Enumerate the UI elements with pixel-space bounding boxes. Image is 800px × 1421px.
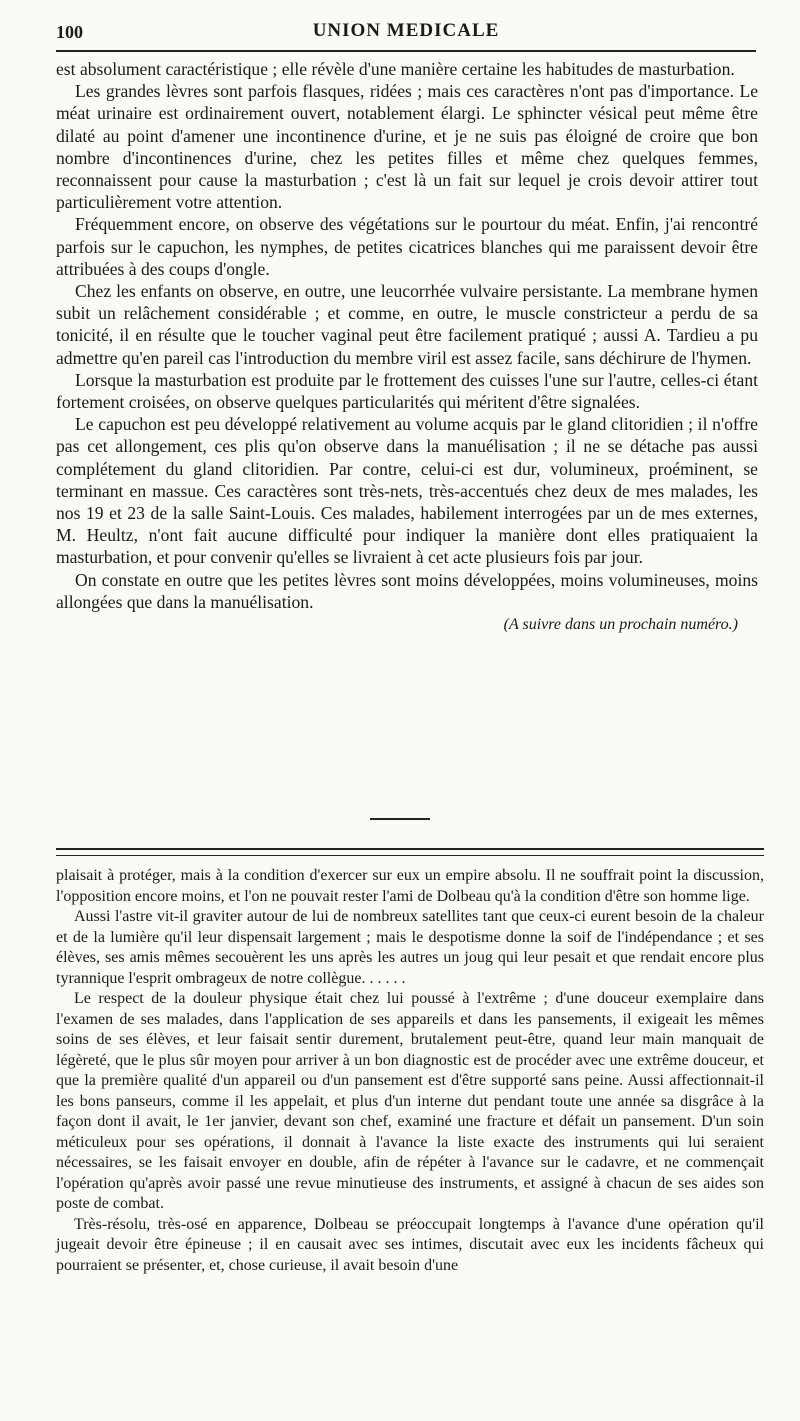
running-title: UNION MEDICALE (312, 20, 500, 41)
article-paragraph: est absolument caractéristique ; elle révèle d'une manière certaine les habitudes de masturbation. (56, 59, 735, 79)
article-paragraph: Lorsque la masturbation est produite par le frottement des cuisses l'une sur l'autre, celles-ci étant fortement croisées, on observe quelques particularités qui méritent d'être signalées. (56, 369, 758, 413)
article-body (56, 58, 758, 636)
feuilleton-paragraph: plaisait à protéger, mais à la condition d'exercer sur eux un empire absolu. Il ne souffrait point la discussion, l'opposition encore moins, et l'on ne pouvait rester l'ami de Dolbeau qu'à la condition d'être son homme lige. (56, 867, 764, 905)
article-end-rule (370, 818, 430, 820)
page-number: 100 (56, 22, 83, 42)
feuilleton-separator (56, 848, 764, 856)
article-paragraph: Le capuchon est peu développé relativement au volume acquis par le gland clitoridien ; il n'offre pas cet allongement, ces plis qu'on observe dans la manuélisation ; il ne se détache pas aussi complétement du gland clitoridien. Par contre, celui-ci est dur, volumineux, proéminent, se terminant en massue. Ces caractères sont très-nets, très-accentués chez deux de mes malades, les nos 19 et 23 de la salle Saint-Louis. Ces malades, habilement interrogées par un de mes externes, M. Heultz, n'ont fait aucune difficulté pour indiquer la manière dont elles pratiquaient la masturbation, et pour convenir qu'elles se livraient à cet acte plusieurs fois par jour. (56, 414, 758, 568)
feuilleton-paragraph: Le respect de la douleur physique était chez lui poussé à l'extrême ; d'une douceur exemplaire dans l'examen de ses malades, dans l'application de ses appareils et dans les pansements, il exigeait les mêmes soins de ses élèves, et leur faisait sentir durement, brutalement peut-être, quand leur main manquait de légèreté, que le plus sûr moyen pour arriver à un bon diagnostic est de procéder avec une extrême douceur, et que la première qualité d'un appareil ou d'un pansement est d'être supporté sans peine. Aussi affectionnait-il les bons panseurs, comme il les appelait, et plus d'un interne dut pendant toute une année sa disgrâce à la façon dont il avait, le 1er janvier, devant son chef, examiné une fracture et défait un pansement. D'un soin méticuleux pour ses opérations, il donnait à l'avance la liste exacte des instruments qui lui seraient nécessaires, se les faisait envoyer en double, afin de répéter à l'avance sur le cadavre, et ne commençait l'opération qu'après avoir passé une revue minutieuse des instruments, et assigné à chacun de ses aides son poste de combat. (56, 990, 764, 1212)
page-header (56, 12, 756, 52)
article-paragraph: Chez les enfants on observe, en outre, une leucorrhée vulvaire persistante. La membrane hymen subit un relâchement considérable ; et comme, en outre, le muscle constricteur a perdu de sa tonicité, il en résulte que le toucher vaginal peut être facilement pratiqué ; aussi A. Tardieu a pu admettre qu'en pareil cas l'introduction du membre viril est assez facile, sans déchirure de l'hymen. (56, 281, 758, 368)
article-paragraph: On constate en outre que les petites lèvres sont moins développées, moins volumineuses, moins allongées que dans la manuélisation. (56, 569, 758, 612)
feuilleton-paragraph: Aussi l'astre vit-il graviter autour de lui de nombreux satellites tant que ceux-ci eurent besoin de la chaleur et de la lumière qu'il leur dispensait largement ; mais le despotisme donne la soif de l'indépendance ; et ses élèves, ses amis mêmes secouèrent les uns après les autres un joug qui leur pesait et que rendait encore plus tyrannique l'esprit ombrageux de notre collègue. . . . . . (56, 908, 764, 987)
continuation-note: (A suivre dans un prochain numéro.) (503, 616, 738, 634)
header-rule (56, 50, 756, 52)
article-paragraph: Fréquemment encore, on observe des végétations sur le pourtour du méat. Enfin, j'ai rencontré parfois sur le capuchon, les nymphes, de petites cicatrices blanches qui me paraissent devoir être attribuées à des coups d'ongle. (56, 214, 758, 279)
article-paragraph: Les grandes lèvres sont parfois flasques, ridées ; mais ces caractères n'ont pas d'importance. Le méat urinaire est ordinairement ouvert, notablement élargi. Le sphincter vésical peut même être dilaté au point d'amener une incontinence d'urine, et je ne suis pas éloigné de croire que bon nombre d'incontinences d'urine, chez les petites filles et même chez quelques femmes, reconnaissent pour cause la masturbation ; c'est là un fait sur lequel je crois devoir attirer tout particulièrement votre attention. (56, 81, 758, 213)
feuilleton-paragraph: Très-résolu, très-osé en apparence, Dolbeau se préoccupait longtemps à l'avance d'une opération qu'il jugeait devoir être épineuse ; il en causait avec ses intimes, discutait avec eux les incidents fâcheux qui pourraient se présenter, et, chose curieuse, il avait besoin d'une (56, 1215, 764, 1274)
feuilleton-body (56, 866, 764, 1276)
